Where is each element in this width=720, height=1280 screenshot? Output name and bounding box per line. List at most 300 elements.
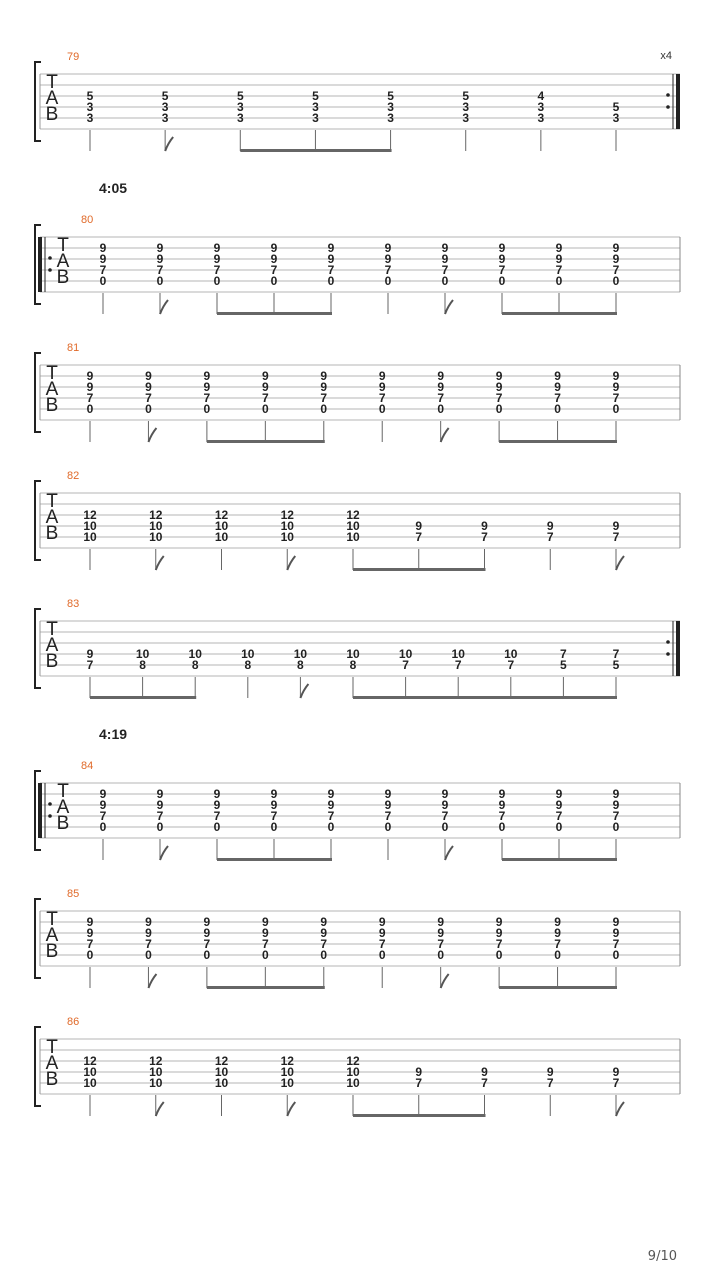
fret-number: 9 (441, 241, 449, 255)
fret-number: 3 (312, 111, 319, 125)
fret-number: 9 (546, 519, 554, 533)
fret-number: 10 (83, 1065, 97, 1079)
note-beam (502, 858, 617, 861)
note-flag (441, 974, 449, 988)
fret-number: 7 (554, 391, 561, 405)
tab-clef-letter: A (45, 925, 59, 946)
fret-number: 7 (99, 809, 107, 823)
fret-number: 3 (387, 100, 394, 114)
tab-clef-letter: B (45, 941, 59, 962)
fret-number: 9 (495, 915, 503, 929)
fret-number: 5 (560, 658, 567, 672)
tab-clef-letter: A (45, 379, 59, 400)
repeat-dot (666, 93, 670, 97)
fret-number: 9 (270, 252, 278, 266)
fret-number: 9 (441, 798, 449, 812)
fret-number: 0 (612, 948, 620, 962)
fret-number: 9 (612, 519, 620, 533)
repeat-dot (666, 640, 670, 644)
fret-number: 9 (213, 787, 221, 801)
tab-clef-letter: B (45, 104, 59, 125)
fret-number: 0 (203, 948, 211, 962)
fret-number: 7 (612, 809, 620, 823)
fret-number: 9 (145, 380, 152, 394)
fret-number: 0 (612, 820, 620, 834)
tab-clef-letter: T (46, 491, 58, 512)
fret-number: 9 (555, 787, 563, 801)
fret-number: 3 (537, 100, 545, 114)
repeat-start-thick-bar (38, 237, 42, 292)
fret-number: 10 (346, 530, 360, 544)
fret-number: 12 (346, 1054, 360, 1068)
note-flag (616, 1102, 624, 1116)
fret-number: 7 (437, 391, 445, 405)
fret-number: 7 (320, 937, 328, 951)
fret-number: 9 (546, 1065, 554, 1079)
tab-clef-letter: B (56, 267, 70, 288)
fret-number: 0 (555, 274, 563, 288)
fret-number: 0 (437, 402, 445, 416)
fret-number: 7 (86, 391, 94, 405)
fret-number: 0 (612, 402, 620, 416)
note-flag (148, 428, 156, 442)
fret-number: 7 (560, 647, 567, 661)
note-beam (353, 696, 617, 699)
staff-system-79 (35, 62, 680, 152)
fret-number: 9 (261, 380, 269, 394)
fret-number: 10 (188, 647, 202, 661)
measure-number: 86 (67, 1016, 80, 1028)
fret-number: 0 (554, 402, 561, 416)
fret-number: 7 (145, 391, 152, 405)
tab-clef-letter: T (46, 1037, 58, 1058)
fret-number: 9 (481, 519, 488, 533)
fret-number: 0 (156, 274, 164, 288)
fret-number: 9 (327, 798, 335, 812)
note-beam (217, 312, 332, 315)
tab-clef-letter: B (45, 395, 59, 416)
note-beam (502, 312, 617, 315)
fret-number: 8 (191, 658, 199, 672)
tab-clef-letter: T (57, 781, 69, 802)
fret-number: 9 (384, 252, 392, 266)
measure-number: 84 (81, 760, 94, 772)
fret-number: 0 (145, 948, 152, 962)
tab-clef-letter: B (45, 651, 59, 672)
fret-number: 3 (161, 111, 169, 125)
fret-number: 5 (236, 89, 244, 103)
staff-system-81 (35, 353, 680, 443)
fret-number: 7 (156, 809, 164, 823)
tab-clef-letter: B (45, 1069, 59, 1090)
fret-number: 12 (280, 508, 294, 522)
fret-number: 0 (320, 402, 328, 416)
note-flag (445, 846, 453, 860)
fret-number: 10 (451, 647, 465, 661)
fret-number: 10 (504, 647, 518, 661)
fret-number: 7 (99, 263, 107, 277)
fret-number: 10 (280, 530, 294, 544)
fret-number: 9 (86, 647, 94, 661)
fret-number: 9 (384, 787, 392, 801)
measure-number: 83 (67, 598, 80, 610)
fret-number: 7 (555, 809, 563, 823)
fret-number: 9 (498, 787, 506, 801)
time-marker: 4:05 (99, 180, 128, 196)
note-beam (90, 696, 196, 699)
fret-number: 9 (213, 252, 221, 266)
tab-clef-letter: A (45, 1053, 59, 1074)
fret-number: 3 (86, 100, 94, 114)
repeat-dot (48, 268, 52, 272)
fret-number: 0 (378, 402, 386, 416)
fret-number: 7 (612, 647, 620, 661)
note-flag (156, 1102, 164, 1116)
fret-number: 9 (86, 369, 94, 383)
fret-number: 10 (149, 1065, 163, 1079)
fret-number: 0 (261, 948, 269, 962)
fret-number: 9 (145, 369, 152, 383)
fret-number: 9 (554, 915, 561, 929)
fret-number: 0 (378, 948, 386, 962)
fret-number: 9 (378, 369, 386, 383)
tab-clef-letter: A (45, 88, 59, 109)
fret-number: 7 (156, 263, 164, 277)
fret-number: 7 (270, 263, 278, 277)
tab-clef-letter: T (57, 235, 69, 256)
fret-number: 9 (554, 369, 561, 383)
staff-system-84 (35, 771, 680, 861)
repeat-dot (666, 105, 670, 109)
fret-number: 0 (437, 948, 445, 962)
fret-number: 10 (149, 519, 163, 533)
fret-number: 0 (498, 820, 506, 834)
fret-number: 12 (280, 1054, 294, 1068)
fret-number: 9 (156, 787, 164, 801)
fret-number: 0 (99, 820, 107, 834)
fret-number: 9 (213, 798, 221, 812)
fret-number: 7 (495, 937, 503, 951)
fret-number: 9 (99, 252, 107, 266)
fret-number: 12 (149, 1054, 163, 1068)
fret-number: 7 (481, 1076, 488, 1090)
fret-number: 7 (86, 937, 94, 951)
fret-number: 9 (437, 926, 445, 940)
fret-number: 9 (270, 798, 278, 812)
note-flag (287, 1102, 295, 1116)
fret-number: 9 (498, 798, 506, 812)
fret-number: 9 (320, 369, 328, 383)
fret-number: 7 (481, 530, 488, 544)
fret-number: 7 (507, 658, 515, 672)
fret-number: 0 (327, 820, 335, 834)
fret-number: 0 (555, 820, 563, 834)
fret-number: 12 (149, 508, 163, 522)
note-beam (499, 440, 617, 443)
repeat-end-thick-bar (676, 621, 680, 676)
tab-clef-letter: T (46, 619, 58, 640)
fret-number: 7 (612, 1076, 620, 1090)
fret-number: 10 (149, 1076, 163, 1090)
fret-number: 9 (99, 798, 107, 812)
fret-number: 10 (214, 530, 229, 544)
fret-number: 7 (441, 263, 449, 277)
fret-number: 9 (320, 915, 328, 929)
fret-number: 9 (612, 926, 620, 940)
tab-clef-letter: B (45, 523, 59, 544)
tab-clef-letter: T (46, 909, 58, 930)
fret-number: 9 (498, 241, 506, 255)
fret-number: 0 (156, 820, 164, 834)
fret-number: 7 (555, 263, 563, 277)
fret-number: 12 (83, 508, 97, 522)
fret-number: 9 (145, 915, 152, 929)
fret-number: 9 (498, 252, 506, 266)
fret-number: 7 (498, 809, 506, 823)
fret-number: 9 (327, 241, 335, 255)
fret-number: 7 (261, 391, 269, 405)
fret-number: 0 (270, 274, 278, 288)
note-flag (156, 556, 164, 570)
repeat-dot (48, 814, 52, 818)
fret-number: 9 (203, 926, 211, 940)
fret-number: 10 (346, 1065, 360, 1079)
fret-number: 10 (398, 647, 413, 661)
page-number: 9/10 (647, 1249, 677, 1264)
fret-number: 10 (280, 1076, 294, 1090)
repeat-dot (666, 652, 670, 656)
repeat-start-thick-bar (38, 783, 42, 838)
fret-number: 7 (203, 391, 211, 405)
tab-clef-letter: A (56, 797, 70, 818)
fret-number: 9 (156, 241, 164, 255)
fret-number: 9 (99, 787, 107, 801)
fret-number: 7 (415, 1076, 423, 1090)
fret-number: 10 (346, 647, 360, 661)
measure-number: 85 (67, 888, 80, 900)
fret-number: 12 (346, 508, 360, 522)
fret-number: 9 (261, 369, 269, 383)
fret-number: 0 (441, 274, 449, 288)
fret-number: 7 (378, 937, 386, 951)
note-flag (165, 137, 173, 151)
fret-number: 0 (99, 274, 107, 288)
fret-number: 9 (555, 252, 563, 266)
fret-number: 9 (495, 380, 503, 394)
fret-number: 10 (346, 1076, 360, 1090)
fret-number: 4 (537, 89, 545, 103)
fret-number: 10 (135, 647, 150, 661)
fret-number: 0 (441, 820, 449, 834)
fret-number: 7 (384, 809, 392, 823)
fret-number: 0 (327, 274, 335, 288)
fret-number: 9 (99, 241, 107, 255)
note-flag (445, 300, 453, 314)
fret-number: 0 (213, 820, 221, 834)
repeat-dot (48, 802, 52, 806)
fret-number: 7 (612, 263, 620, 277)
fret-number: 3 (462, 111, 470, 125)
fret-number: 7 (213, 263, 221, 277)
fret-number: 3 (612, 111, 620, 125)
fret-number: 10 (346, 519, 360, 533)
tab-clef-letter: T (46, 72, 58, 93)
fret-number: 7 (546, 1076, 554, 1090)
fret-number: 9 (612, 369, 620, 383)
fret-number: 7 (612, 937, 620, 951)
fret-number: 9 (612, 252, 620, 266)
note-flag (441, 428, 449, 442)
fret-number: 12 (214, 508, 229, 522)
fret-number: 10 (214, 519, 229, 533)
fret-number: 9 (320, 926, 328, 940)
fret-number: 5 (86, 89, 94, 103)
fret-number: 3 (236, 100, 244, 114)
tab-clef-letter: A (45, 507, 59, 528)
fret-number: 9 (441, 252, 449, 266)
fret-number: 9 (384, 798, 392, 812)
fret-number: 8 (244, 658, 252, 672)
fret-number: 3 (161, 100, 169, 114)
fret-number: 9 (86, 926, 94, 940)
fret-number: 9 (437, 369, 445, 383)
fret-number: 9 (270, 787, 278, 801)
note-beam (353, 1114, 486, 1117)
note-beam (499, 986, 617, 989)
fret-number: 9 (441, 787, 449, 801)
fret-number: 8 (139, 658, 146, 672)
fret-number: 9 (203, 369, 211, 383)
fret-number: 7 (203, 937, 211, 951)
fret-number: 5 (161, 89, 169, 103)
fret-number: 9 (612, 241, 620, 255)
fret-number: 3 (86, 111, 94, 125)
tab-clef-letter: B (56, 813, 70, 834)
fret-number: 9 (437, 380, 445, 394)
fret-number: 7 (384, 263, 392, 277)
fret-number: 7 (437, 937, 445, 951)
fret-number: 9 (145, 926, 152, 940)
note-beam (207, 986, 325, 989)
repeat-count: x4 (660, 50, 672, 62)
fret-number: 7 (546, 530, 554, 544)
fret-number: 7 (441, 809, 449, 823)
fret-number: 9 (261, 915, 269, 929)
fret-number: 9 (612, 787, 620, 801)
fret-number: 0 (86, 402, 94, 416)
fret-number: 7 (327, 809, 335, 823)
measure-number: 79 (67, 51, 80, 63)
fret-number: 3 (312, 100, 319, 114)
fret-number: 9 (495, 369, 503, 383)
fret-number: 0 (213, 274, 221, 288)
fret-number: 0 (495, 402, 503, 416)
fret-number: 10 (149, 530, 163, 544)
fret-number: 0 (320, 948, 328, 962)
fret-number: 10 (280, 519, 294, 533)
note-beam (207, 440, 325, 443)
fret-number: 7 (402, 658, 409, 672)
fret-number: 9 (156, 252, 164, 266)
fret-number: 12 (214, 1054, 229, 1068)
fret-number: 9 (437, 915, 445, 929)
fret-number: 10 (293, 647, 308, 661)
fret-number: 0 (384, 820, 392, 834)
fret-number: 5 (612, 658, 620, 672)
staff-system-85 (35, 899, 680, 989)
fret-number: 0 (261, 402, 269, 416)
fret-number: 10 (214, 1065, 229, 1079)
note-beam (240, 149, 391, 152)
fret-number: 3 (387, 111, 394, 125)
fret-number: 10 (280, 1065, 294, 1079)
fret-number: 10 (214, 1076, 229, 1090)
fret-number: 7 (320, 391, 328, 405)
fret-number: 10 (241, 647, 255, 661)
fret-number: 9 (415, 1065, 423, 1079)
fret-number: 0 (554, 948, 561, 962)
fret-number: 9 (378, 926, 386, 940)
fret-number: 0 (145, 402, 152, 416)
fret-number: 9 (270, 241, 278, 255)
time-marker: 4:19 (99, 726, 128, 742)
note-flag (287, 556, 295, 570)
fret-number: 7 (270, 809, 278, 823)
fret-number: 9 (86, 380, 94, 394)
fret-number: 9 (327, 787, 335, 801)
fret-number: 3 (537, 111, 545, 125)
fret-number: 9 (612, 1065, 620, 1079)
staff-system-80 (35, 225, 680, 315)
fret-number: 9 (415, 519, 423, 533)
fret-number: 0 (384, 274, 392, 288)
fret-number: 7 (261, 937, 269, 951)
measure-number: 82 (67, 470, 80, 482)
fret-number: 7 (612, 391, 620, 405)
fret-number: 0 (498, 274, 506, 288)
note-flag (160, 846, 168, 860)
repeat-end-thick-bar (676, 74, 680, 129)
fret-number: 9 (203, 915, 211, 929)
fret-number: 0 (203, 402, 211, 416)
fret-number: 7 (327, 263, 335, 277)
fret-number: 9 (203, 380, 211, 394)
fret-number: 7 (378, 391, 386, 405)
fret-number: 9 (327, 252, 335, 266)
fret-number: 7 (454, 658, 462, 672)
note-beam (353, 568, 486, 571)
fret-number: 8 (349, 658, 357, 672)
fret-number: 5 (312, 89, 319, 103)
note-flag (160, 300, 168, 314)
fret-number: 5 (612, 100, 620, 114)
fret-number: 9 (261, 926, 269, 940)
fret-number: 9 (320, 380, 328, 394)
measure-number: 80 (81, 214, 94, 226)
note-beam (217, 858, 332, 861)
fret-number: 9 (495, 926, 503, 940)
fret-number: 9 (481, 1065, 488, 1079)
fret-number: 3 (236, 111, 244, 125)
fret-number: 7 (86, 658, 94, 672)
fret-number: 7 (495, 391, 503, 405)
fret-number: 0 (270, 820, 278, 834)
fret-number: 10 (83, 1076, 97, 1090)
fret-number: 3 (462, 100, 470, 114)
fret-number: 7 (612, 530, 620, 544)
fret-number: 9 (156, 798, 164, 812)
fret-number: 7 (498, 263, 506, 277)
